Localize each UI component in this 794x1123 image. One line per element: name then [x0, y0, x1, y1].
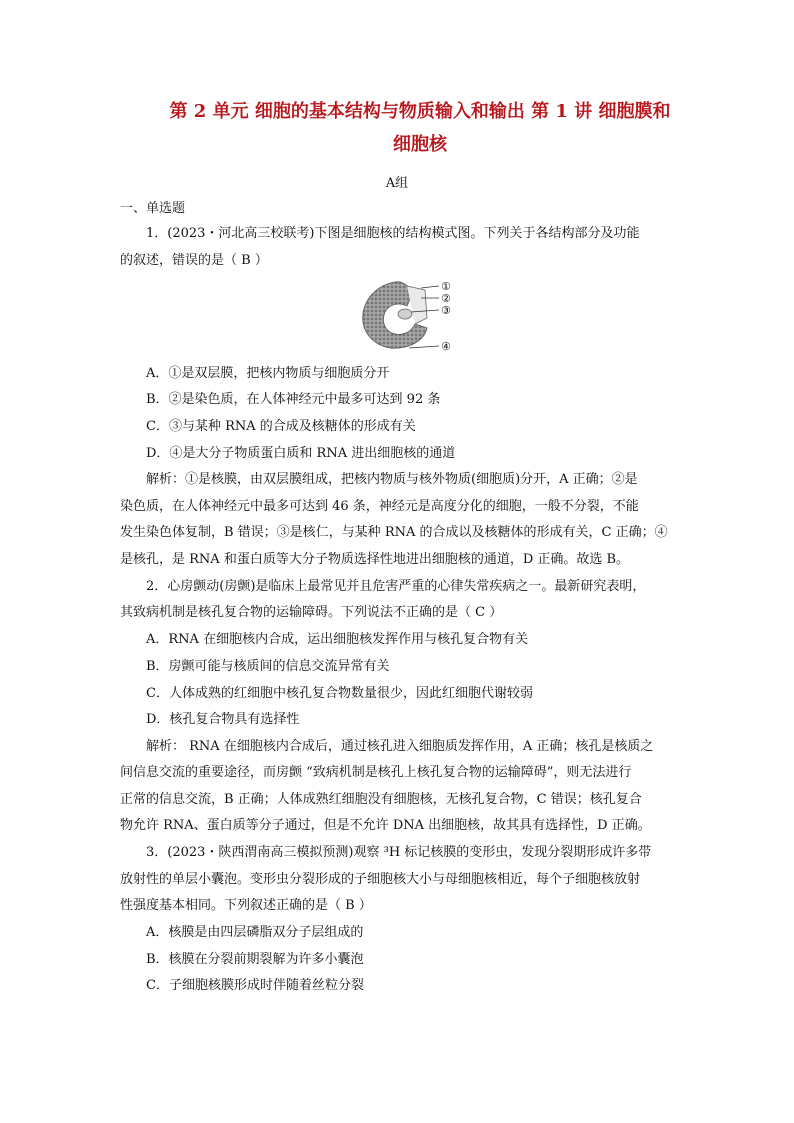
- q1-stem-line-1: 1．(2023・河北高三校联考)下图是细胞核的结构模式图。下列关于各结构部分及功能: [146, 226, 640, 241]
- q3-stem-line-1: 3．(2023・陕西渭南高三模拟预测)观察 ³H 标记核膜的变形虫，发现分裂期形成许多带: [146, 845, 652, 860]
- q3-stem-line-2: 放射性的单层小囊泡。变形虫分裂形成的子细胞核大小与母细胞核相近，每个子细胞核放射: [120, 872, 641, 887]
- q3-option-a: A．核膜是由四层磷脂双分子层组成的: [146, 925, 364, 940]
- q2-stem-line-1: 2．心房颤动(房颤)是临床上最常见并且危害严重的心律失常疾病之一。最新研究表明，: [146, 579, 646, 594]
- q3-stem-line-3: 性强度基本相同。下列叙述正确的是（ B ）: [120, 898, 372, 913]
- q1-analysis-line-1: 解析：①是核膜，由双层膜组成，把核内物质与核外物质(细胞质)分开，A 正确；②是: [146, 472, 638, 487]
- q2-analysis-line-2: 间信息交流的重要途径，而房颤 “致病机制是核孔上核孔复合物的运输障碍”，则无法进行: [120, 765, 632, 780]
- nucleus-structure-diagram: [355, 278, 465, 358]
- q1-stem-line-2: 的叙述，错误的是（ B ）: [120, 253, 268, 268]
- q2-analysis-line-1: 解析： RNA 在细胞核内合成后，通过核孔进入细胞质发挥作用，A 正确；核孔是核质之: [146, 739, 654, 754]
- q1-option-a: A．①是双层膜，把核内物质与细胞质分开: [146, 366, 390, 381]
- q1-analysis-line-3: 发生染色体复制，B 错误；③是核仁，与某种 RNA 的合成以及核糖体的形成有关，C 正确；④: [120, 525, 668, 540]
- page-title: 第 2 单元 细胞的基本结构与物质输入和输出 第 1 讲 细胞膜和: [169, 101, 671, 122]
- q1-analysis-line-4: 是核孔，是 RNA 和蛋白质等大分子物质选择性地进出细胞核的通道，D 正确。故选 B。: [120, 552, 630, 567]
- figure-label-1: ①: [441, 280, 451, 293]
- figure-label-4: ④: [441, 340, 451, 353]
- q2-option-b: B．房颤可能与核质间的信息交流异常有关: [146, 659, 390, 674]
- q1-option-c: C．③与某种 RNA 的合成及核糖体的形成有关: [146, 419, 416, 434]
- section-heading: 一、单选题: [120, 201, 186, 216]
- q2-option-a: A．RNA 在细胞核内合成，运出细胞核发挥作用与核孔复合物有关: [146, 632, 529, 647]
- q1-option-d: D．④是大分子物质蛋白质和 RNA 进出细胞核的通道: [146, 446, 456, 461]
- page-title-continued: 细胞核: [393, 134, 447, 155]
- figure-label-3: ③: [441, 304, 451, 317]
- q2-option-c: C．人体成熟的红细胞中核孔复合物数量很少，因此红细胞代谢较弱: [146, 686, 533, 701]
- q2-stem-line-2: 其致病机制是核孔复合物的运输障碍。下列说法不正确的是（ C ）: [120, 605, 503, 620]
- q2-analysis-line-3: 正常的信息交流，B 正确；人体成熟红细胞没有细胞核，无核孔复合物，C 错误；核孔复合: [120, 792, 642, 807]
- q1-analysis-line-2: 染色质，在人体神经元中最多可达到 46 条，神经元是高度分化的细胞，一般不分裂，不能: [120, 499, 639, 514]
- q3-option-c: C．子细胞核膜形成时伴随着丝粒分裂: [146, 978, 364, 993]
- q3-option-b: B．核膜在分裂前期裂解为许多小囊泡: [146, 952, 364, 967]
- q2-analysis-line-4: 物允许 RNA、蛋白质等分子通过，但是不允许 DNA 出细胞核，故其具有选择性，D 正确。: [120, 818, 651, 833]
- q1-option-b: B．②是染色质，在人体神经元中最多可达到 92 条: [146, 392, 441, 407]
- figure-label-2: ②: [441, 292, 451, 305]
- nucleolus-shape: [398, 309, 412, 319]
- nuclear-envelope-cut: [407, 286, 427, 324]
- group-label: A组: [385, 176, 409, 191]
- q2-option-d: D．核孔复合物具有选择性: [146, 712, 300, 727]
